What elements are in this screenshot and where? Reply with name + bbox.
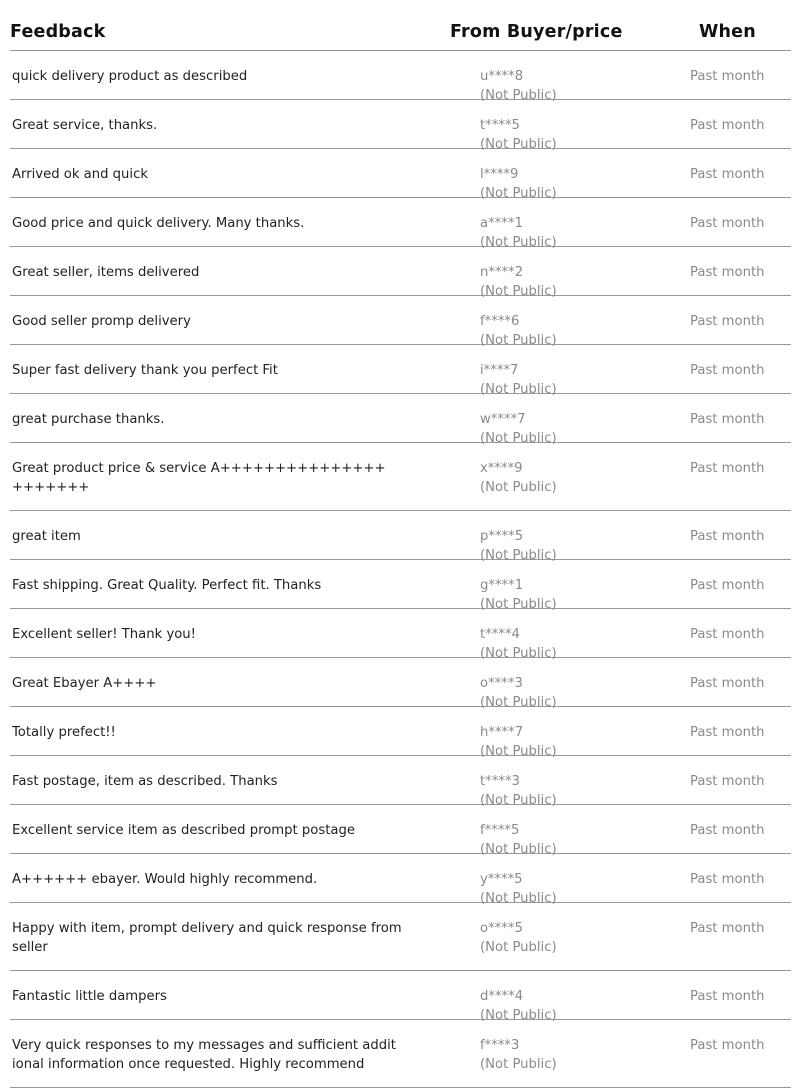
buyer-id: f****6 xyxy=(480,314,520,329)
column-header-buyer-price: From Buyer/price xyxy=(450,22,623,42)
feedback-when: Past month xyxy=(690,363,765,378)
table-row xyxy=(10,1020,791,1088)
buyer-price: (Not Public) xyxy=(480,186,557,201)
buyer-price: (Not Public) xyxy=(480,333,557,348)
buyer-price: (Not Public) xyxy=(480,1008,557,1023)
feedback-comment: Very quick responses to my messages and sufficient addit ional information once requested. Highly recommend xyxy=(12,1038,396,1072)
table-row xyxy=(10,903,791,971)
buyer-info xyxy=(480,1036,557,1074)
table-row xyxy=(10,658,791,710)
buyer-id: o****5 xyxy=(480,921,523,936)
table-row xyxy=(10,805,791,857)
feedback-when: Past month xyxy=(690,1038,765,1053)
feedback-when: Past month xyxy=(690,989,765,1004)
buyer-info xyxy=(480,919,557,957)
table-row xyxy=(10,609,791,661)
feedback-when: Past month xyxy=(690,118,765,133)
feedback-comment: quick delivery product as described xyxy=(12,69,248,84)
buyer-id: f****5 xyxy=(480,823,520,838)
buyer-id: f****3 xyxy=(480,1038,520,1053)
feedback-when: Past month xyxy=(690,412,765,427)
buyer-price: (Not Public) xyxy=(480,1057,557,1072)
feedback-comment: Good seller promp delivery xyxy=(12,314,191,329)
feedback-when: Past month xyxy=(690,578,765,593)
buyer-id: y****5 xyxy=(480,872,523,887)
feedback-when: Past month xyxy=(690,314,765,329)
feedback-comment: Super fast delivery thank you perfect Fit xyxy=(12,363,278,378)
table-row xyxy=(10,854,791,906)
feedback-when: Past month xyxy=(690,627,765,642)
buyer-id: p****5 xyxy=(480,529,524,544)
buyer-price: (Not Public) xyxy=(480,891,557,906)
table-row xyxy=(10,51,791,103)
feedback-comment: Happy with item, prompt delivery and quick response from seller xyxy=(12,921,402,955)
buyer-id: t****4 xyxy=(480,627,520,642)
buyer-price: (Not Public) xyxy=(480,137,557,152)
buyer-price: (Not Public) xyxy=(480,842,557,857)
feedback-when: Past month xyxy=(690,725,765,740)
table-row xyxy=(10,394,791,446)
table-row xyxy=(10,511,791,563)
buyer-price: (Not Public) xyxy=(480,695,557,710)
feedback-comment: Great product price & service A+++++++++++++++ +++++++ xyxy=(12,461,386,495)
feedback-comment: Fast postage, item as described. Thanks xyxy=(12,774,278,789)
feedback-comment: Good price and quick delivery. Many thanks. xyxy=(12,216,305,231)
buyer-price: (Not Public) xyxy=(480,940,557,955)
feedback-when: Past month xyxy=(690,529,765,544)
buyer-id: i****7 xyxy=(480,363,519,378)
buyer-price: (Not Public) xyxy=(480,284,557,299)
buyer-id: n****2 xyxy=(480,265,524,280)
buyer-id: x****9 xyxy=(480,461,523,476)
buyer-id: a****1 xyxy=(480,216,523,231)
buyer-price: (Not Public) xyxy=(480,431,557,446)
table-header xyxy=(10,0,791,51)
buyer-id: t****3 xyxy=(480,774,520,789)
feedback-when: Past month xyxy=(690,774,765,789)
table-row xyxy=(10,345,791,397)
feedback-when: Past month xyxy=(690,921,765,936)
feedback-when: Past month xyxy=(690,216,765,231)
table-row xyxy=(10,247,791,299)
table-row xyxy=(10,756,791,808)
buyer-id: w****7 xyxy=(480,412,526,427)
buyer-price: (Not Public) xyxy=(480,548,557,563)
feedback-when: Past month xyxy=(690,461,765,476)
buyer-price: (Not Public) xyxy=(480,88,557,103)
feedback-comment: great purchase thanks. xyxy=(12,412,165,427)
feedback-comment: Totally prefect!! xyxy=(12,725,116,740)
buyer-id: g****1 xyxy=(480,578,524,593)
table-row xyxy=(10,100,791,152)
buyer-price: (Not Public) xyxy=(480,235,557,250)
table-row xyxy=(10,560,791,612)
table-row xyxy=(10,149,791,201)
buyer-price: (Not Public) xyxy=(480,793,557,808)
buyer-price: (Not Public) xyxy=(480,480,557,495)
table-row xyxy=(10,198,791,250)
buyer-id: o****3 xyxy=(480,676,523,691)
buyer-price: (Not Public) xyxy=(480,744,557,759)
buyer-id: t****5 xyxy=(480,118,520,133)
buyer-price: (Not Public) xyxy=(480,382,557,397)
column-header-when: When xyxy=(699,22,756,42)
buyer-price: (Not Public) xyxy=(480,646,557,661)
feedback-comment: Arrived ok and quick xyxy=(12,167,148,182)
column-header-feedback: Feedback xyxy=(10,22,106,42)
buyer-price: (Not Public) xyxy=(480,597,557,612)
feedback-when: Past month xyxy=(690,167,765,182)
feedback-when: Past month xyxy=(690,265,765,280)
feedback-comment: Excellent service item as described prompt postage xyxy=(12,823,355,838)
feedback-comment: Excellent seller! Thank you! xyxy=(12,627,196,642)
buyer-id: u****8 xyxy=(480,69,524,84)
feedback-comment: Fantastic little dampers xyxy=(12,989,167,1004)
feedback-when: Past month xyxy=(690,69,765,84)
buyer-id: d****4 xyxy=(480,989,524,1004)
feedback-comment: great item xyxy=(12,529,81,544)
feedback-comment: Great seller, items delivered xyxy=(12,265,200,280)
feedback-comment: A++++++ ebayer. Would highly recommend. xyxy=(12,872,318,887)
feedback-comment: Great Ebayer A++++ xyxy=(12,676,157,691)
buyer-info xyxy=(480,459,557,497)
feedback-comment: Fast shipping. Great Quality. Perfect fit. Thanks xyxy=(12,578,322,593)
feedback-table xyxy=(10,0,791,1088)
feedback-when: Past month xyxy=(690,823,765,838)
feedback-comment: Great service, thanks. xyxy=(12,118,158,133)
buyer-id: l****9 xyxy=(480,167,519,182)
table-row xyxy=(10,296,791,348)
buyer-id: h****7 xyxy=(480,725,524,740)
feedback-when: Past month xyxy=(690,872,765,887)
table-row xyxy=(10,971,791,1023)
table-row xyxy=(10,443,791,511)
feedback-when: Past month xyxy=(690,676,765,691)
table-row xyxy=(10,707,791,759)
